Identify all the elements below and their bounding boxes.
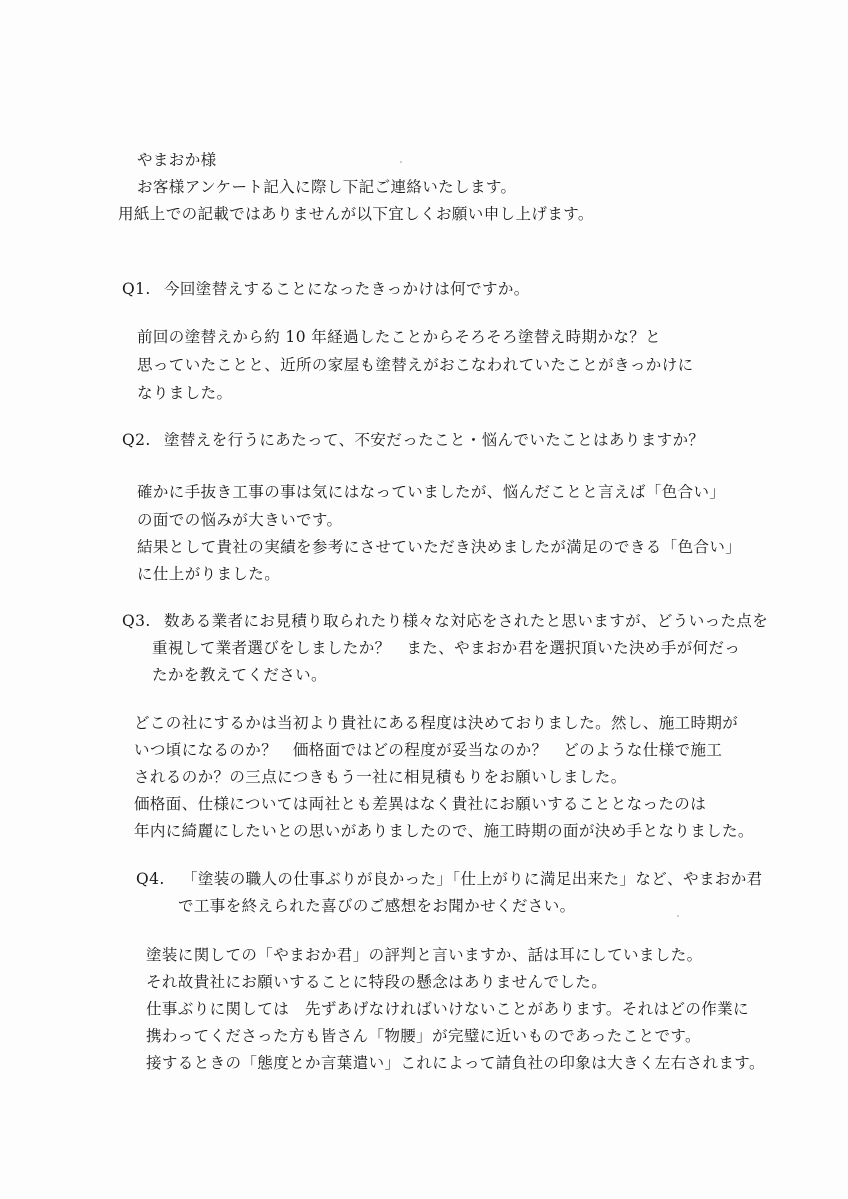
q4-answer-line: それ故貴社にお願いすることに特段の懸念はありませんでした。 [146, 973, 608, 991]
q3-answer-line: どこの社にするかは当初より貴社にある程度は決めておりました。然し、施工時期が [134, 714, 739, 732]
intro-line-1: お客様アンケート記入に際し下記ご連絡いたします。 [137, 178, 517, 196]
q1-answer-line: なりました。 [137, 384, 233, 402]
q4-question-line: で工事を終えられた喜びのご感想をお聞かせください。 [178, 897, 576, 915]
q1-answer-line: 前回の塗替えから約 10 年経過したことからそろそろ塗替え時期かな？と [137, 328, 662, 346]
q2-question: 塗替えを行うにあたって、不安だったこと・悩んでいたことはありますか？ [164, 431, 705, 449]
q3-answer-line: 年内に綺麗にしたいとの思いがありましたので、施工時期の面が決め手となりました。 [134, 822, 754, 840]
q4-answer-line: 仕事ぶりに関しては 先ずあげなければいけないことがあります。それはどの作業に [146, 1000, 749, 1018]
recipient-name: やまおか様 [137, 151, 217, 169]
q1-answer-line: 思っていたことと、近所の家屋も塗替えがおこなわれていたことがきっかけに [137, 356, 694, 374]
q1-question: 今回塗替えすることになったきっかけは何ですか。 [164, 280, 530, 298]
q3-answer-line: されるのか？の三点につきもう一社に相見積もりをお願いしました。 [134, 768, 627, 786]
q3-question-line: 数ある業者にお見積り取られたり様々な対応をされたと思いますが、どういった点を [164, 612, 769, 630]
q2-answer-line: の面での悩みが大きいです。 [137, 511, 343, 529]
q1-label: Q1. [122, 280, 151, 298]
q4-answer-line: 塗装に関しての「やまおか君」の評判と言いますか、話は耳にしていました。 [146, 946, 703, 964]
q4-question-line: 「塗装の職人の仕事ぶりが良かった」「仕上がりに満足出来た」など、やまおか君 [182, 870, 763, 888]
scan-speck [677, 915, 679, 917]
q2-label: Q2. [122, 431, 151, 449]
scan-speck [400, 161, 402, 163]
q3-question-line: 重視して業者選びをしましたか？ また、やまおか君を選択頂いた決め手が何だっ [152, 639, 741, 657]
q3-label: Q3. [122, 612, 151, 630]
q4-answer-line: 接するときの「態度とか言葉遣い」これによって請負社の印象は大きく左右されます。 [146, 1054, 765, 1072]
q4-answer-line: 携わってくださった方も皆さん「物腰」が完璧に近いものであったことです。 [146, 1027, 701, 1045]
intro-line-2: 用紙上での記載ではありませんが以下宜しくお願い申し上げます。 [118, 205, 594, 223]
q2-answer-line: に仕上がりました。 [137, 565, 281, 583]
q2-answer-line: 結果として貴社の実績を参考にさせていただき決めましたが満足のできる「色合い」 [137, 538, 742, 556]
q3-answer-line: 価格面、仕様については両社とも差異はなく貴社にお願いすることとなったのは [134, 795, 707, 813]
q2-answer-line: 確かに手抜き工事の事は気にはなっていましたが、悩んだことと言えば「色合い」 [137, 483, 726, 501]
q3-answer-line: いつ頃になるのか？ 価格面ではどの程度が妥当なのか？ どのような仕様で施工 [134, 741, 723, 759]
q4-label: Q4. [136, 870, 165, 888]
q3-question-line: たかを教えてください。 [152, 666, 327, 684]
